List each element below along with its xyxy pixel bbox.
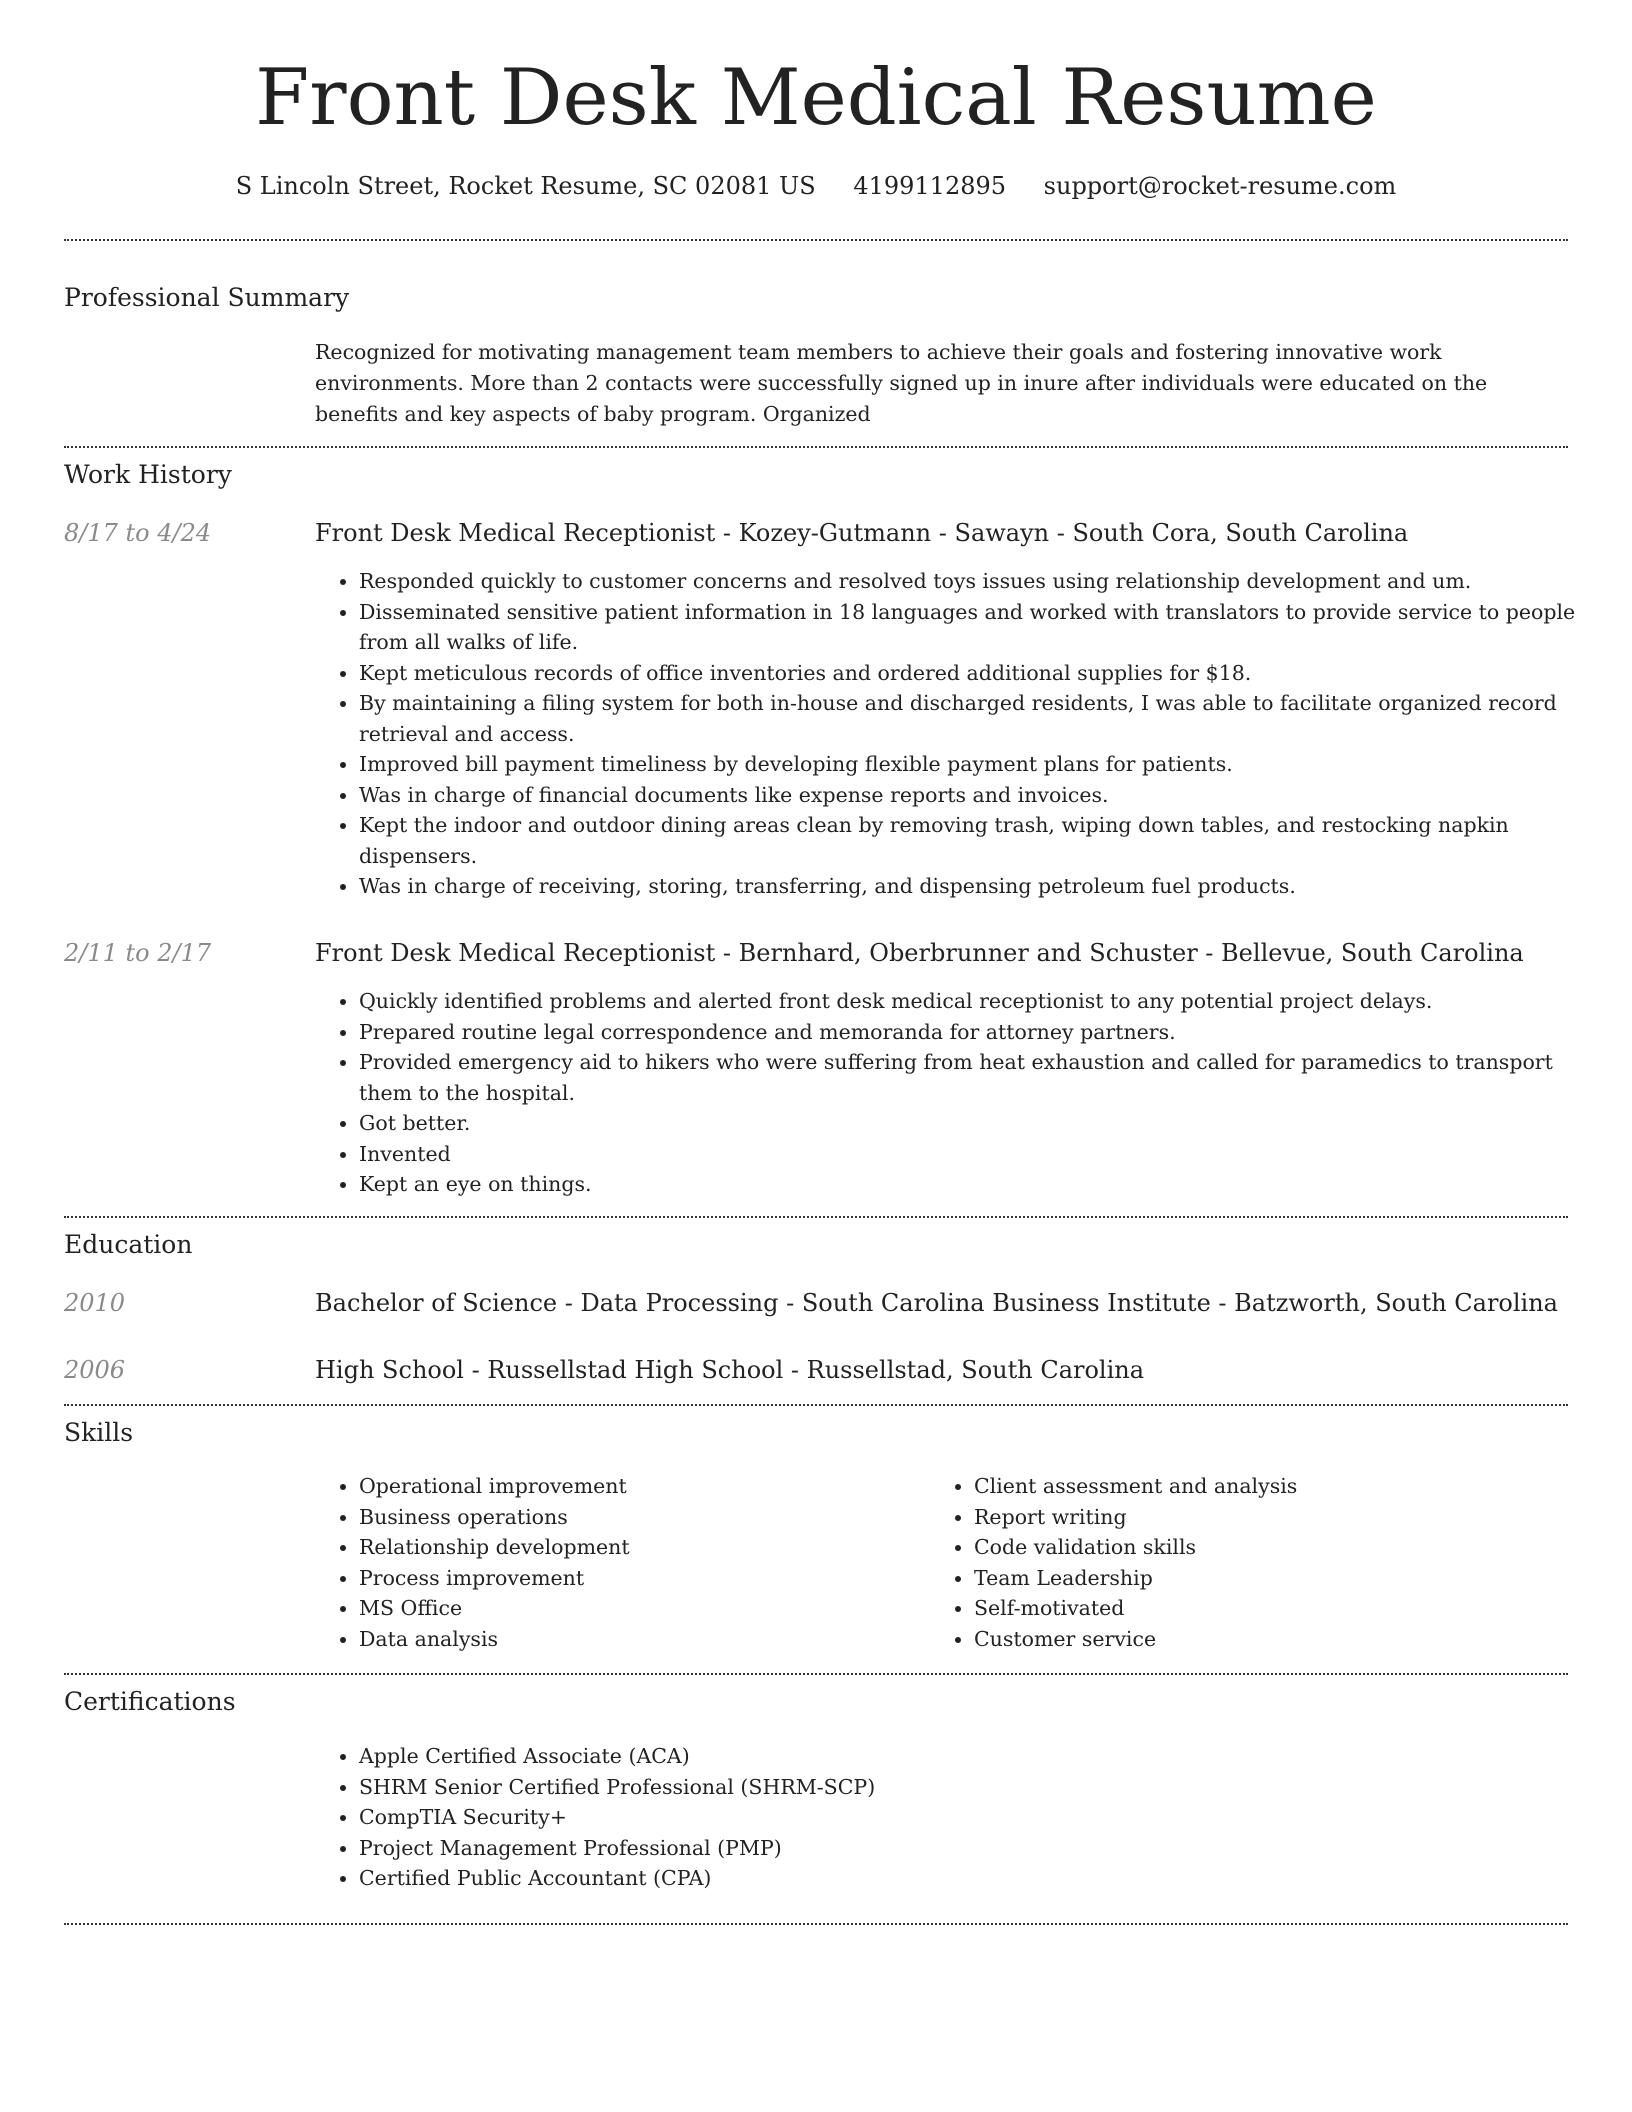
list-item: • Got better. [359,1108,1609,1139]
section-title-certifications: Certifications [64,1687,236,1716]
skills-list-left [315,1471,959,1654]
degree: Bachelor of Science - Data Processing [315,1289,779,1317]
list-item: • Disseminated sensitive patient information in 18 languages and worked with translators to provide service to people from all walks of life. [359,597,1609,658]
skills-list-right [930,1471,1574,1654]
summary-text: Recognized for motivating management team members to achieve their goals and fostering innovative work environments. More than 2 contacts were successfully signed up in inure after individuals were educated on the benefits and key aspects of baby program. Organized [315,340,1488,426]
certifications-list [315,1741,1609,1894]
divider [64,239,1568,241]
list-item: • Process improvement [359,1563,959,1594]
divider [64,1404,1568,1406]
list-item: • Was in charge of financial documents like expense reports and invoices. [359,780,1609,811]
list-item: • Project Management Professional (PMP) [359,1833,1609,1864]
section-title-education: Education [64,1230,193,1259]
divider [64,446,1568,448]
list-item: • Relationship development [359,1532,959,1563]
degree: High School [315,1356,464,1384]
list-item: • Responded quickly to customer concerns and resolved toys issues using relationship development and um. [359,566,1609,597]
education-year: 2010 [64,1289,126,1317]
education-details: - South Carolina Business Institute - Batzworth, South Carolina [778,1289,1558,1317]
list-item: • Business operations [359,1502,959,1533]
job-dates: 2/11 to 2/17 [64,939,212,967]
job-title [315,516,1575,550]
list-item: • Operational improvement [359,1471,959,1502]
list-item: • Apple Certified Associate (ACA) [359,1741,1609,1772]
job-bullets [315,566,1609,902]
education-year: 2006 [64,1356,126,1384]
list-item: • Prepared routine legal correspondence and memoranda for attorney partners. [359,1017,1609,1048]
list-item: • CompTIA Security+ [359,1802,1609,1833]
job-details: - Bernhard, Oberbrunner and Schuster - Bellevue, South Carolina [715,939,1524,967]
list-item: • Certified Public Accountant (CPA) [359,1863,1609,1894]
list-item: • Was in charge of receiving, storing, transferring, and dispensing petroleum fuel products. [359,871,1609,902]
list-item: • Code validation skills [974,1532,1574,1563]
job-details: - Kozey-Gutmann - Sawayn - South Cora, South Carolina [715,519,1409,547]
list-item: • Data analysis [359,1624,959,1655]
section-title-skills: Skills [64,1418,134,1447]
list-item: • Kept the indoor and outdoor dining areas clean by removing trash, wiping down tables, and restocking napkin dispensers. [359,810,1609,871]
list-item: • Client assessment and analysis [974,1471,1574,1502]
job-dates: 8/17 to 4/24 [64,519,212,547]
list-item: • Quickly identified problems and alerted front desk medical receptionist to any potential project delays. [359,986,1609,1017]
education-entry [315,1353,1575,1387]
education-entry [315,1286,1575,1320]
job-role: Front Desk Medical Receptionist [315,519,716,547]
contact-line [0,170,1632,202]
email: support@rocket-resume.com [1043,172,1397,200]
section-title-work-history: Work History [64,460,232,489]
list-item: • Kept meticulous records of office inventories and ordered additional supplies for $18. [359,658,1609,689]
education-details: - Russellstad High School - Russellstad, South Carolina [463,1356,1145,1384]
divider [64,1923,1568,1925]
list-item: • Kept an eye on things. [359,1169,1609,1200]
list-item: • Team Leadership [974,1563,1574,1594]
resume-title: Front Desk Medical Resume [255,53,1377,143]
list-item: • Invented [359,1139,1609,1170]
list-item: • By maintaining a filing system for both in-house and discharged residents, I was able to facilitate organized record retrieval and access. [359,688,1609,749]
phone: 4199112895 [853,172,1007,200]
list-item: • Improved bill payment timeliness by developing flexible payment plans for patients. [359,749,1609,780]
section-title-summary: Professional Summary [64,283,350,312]
list-item: • Customer service [974,1624,1574,1655]
list-item: • MS Office [359,1593,959,1624]
address: S Lincoln Street, Rocket Resume, SC 02081 US [235,172,816,200]
divider [64,1216,1568,1218]
list-item: • Provided emergency aid to hikers who were suffering from heat exhaustion and called for paramedics to transport them to the hospital. [359,1047,1609,1108]
list-item: • SHRM Senior Certified Professional (SHRM-SCP) [359,1772,1609,1803]
job-title [315,936,1575,970]
list-item: • Self-motivated [974,1593,1574,1624]
list-item: • Report writing [974,1502,1574,1533]
job-role: Front Desk Medical Receptionist [315,939,716,967]
divider [64,1673,1568,1675]
job-bullets [315,986,1609,1200]
